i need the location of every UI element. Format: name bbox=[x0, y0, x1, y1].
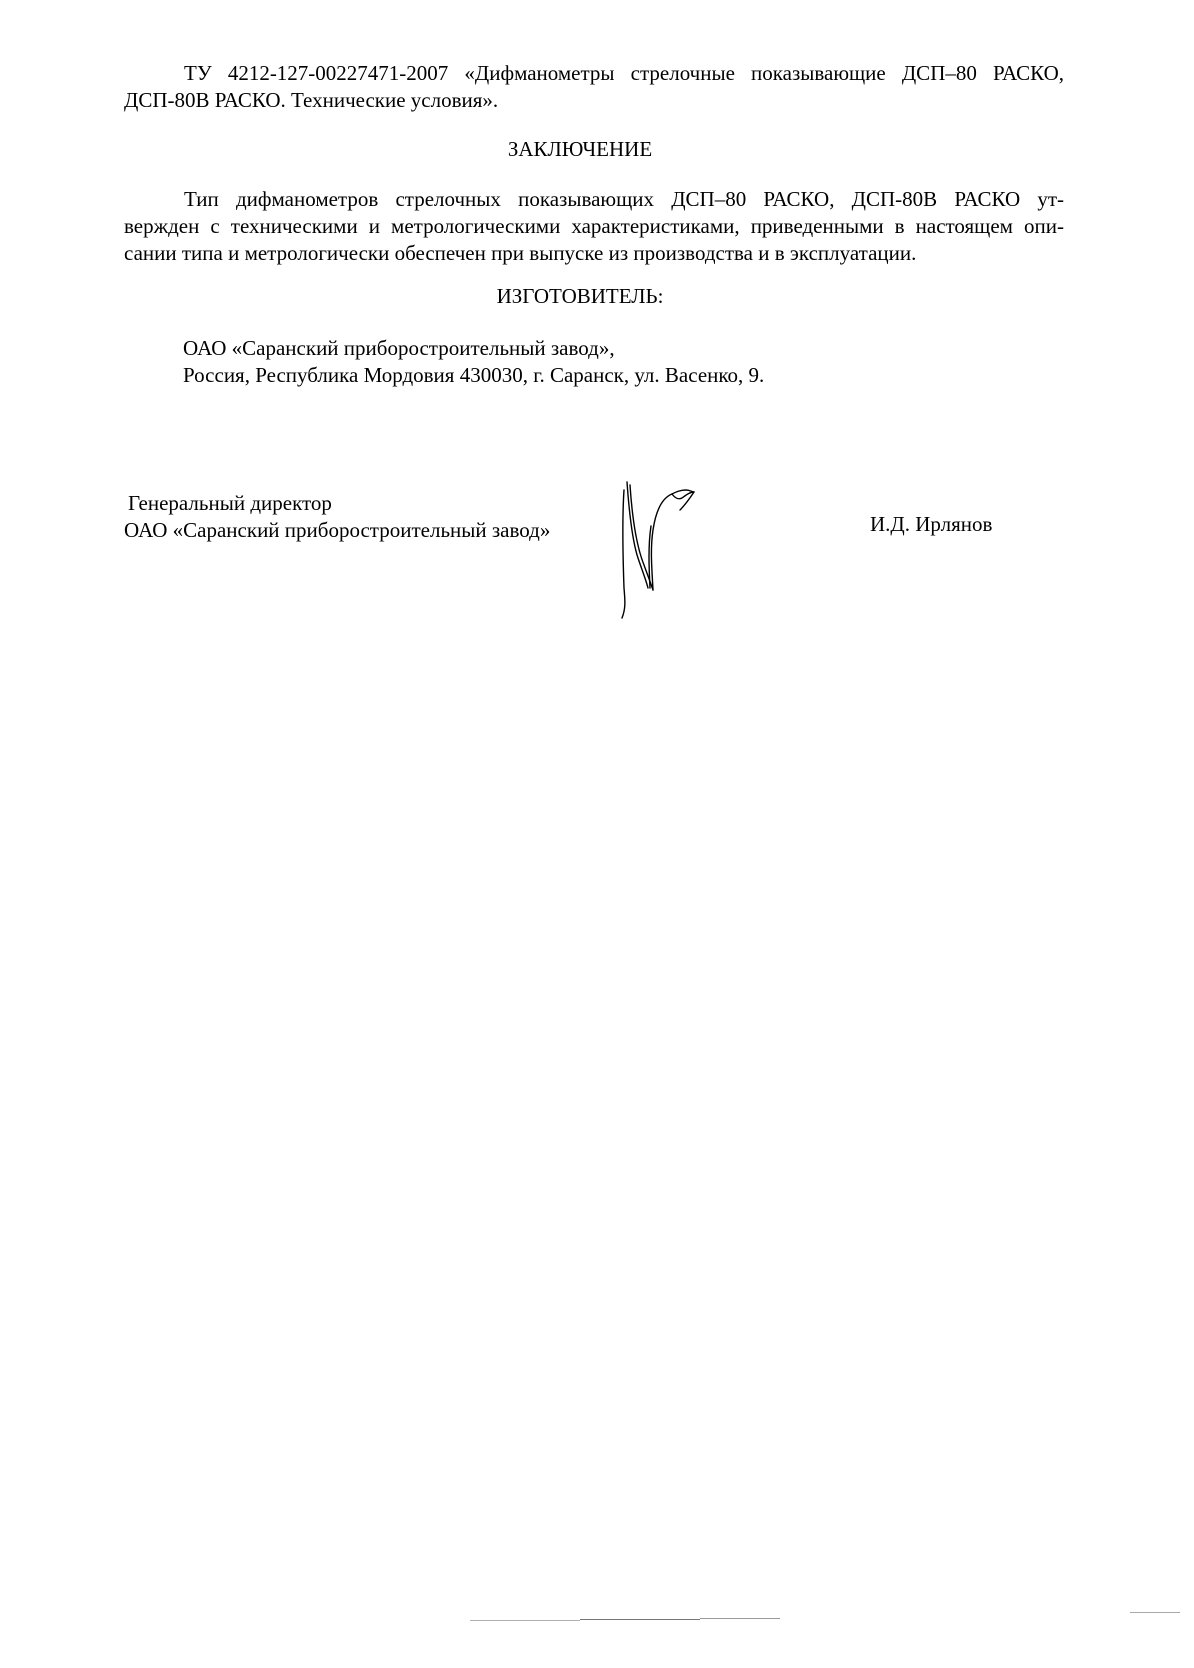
scan-artifact-line bbox=[580, 1619, 700, 1620]
conclusion-paragraph bbox=[124, 186, 1064, 267]
scan-artifact-line bbox=[700, 1618, 780, 1619]
manufacturer-name: ОАО «Саранский приборостроительный завод», bbox=[183, 336, 615, 360]
signatory-name: И.Д. Ирлянов bbox=[870, 512, 993, 536]
intro-line-1: ТУ 4212-127-00227471-2007 «Дифманометры стрелочные показывающие ДСП–80 РАСКО, bbox=[184, 61, 1064, 85]
signatory-organization: ОАО «Саранский приборостроительный завод» bbox=[124, 518, 551, 542]
signatory-title-block bbox=[124, 490, 604, 544]
manufacturer-heading: ИЗГОТОВИТЕЛЬ: bbox=[496, 284, 664, 308]
conclusion-line-3: сании типа и метрологически обеспечен при выпуске из производства и в эксплуатации. bbox=[124, 241, 917, 265]
conclusion-line-2: вержден с техническими и метрологическими характеристиками, приведенными в настоящем опи- bbox=[124, 214, 1064, 238]
intro-paragraph bbox=[124, 60, 1064, 114]
scan-artifact-line bbox=[1130, 1612, 1180, 1613]
manufacturer-address: Россия, Республика Мордовия 430030, г. Саранск, ул. Васенко, 9. bbox=[183, 363, 765, 387]
manufacturer-details bbox=[183, 335, 983, 389]
conclusion-line-1: Тип дифманометров стрелочных показывающих ДСП–80 РАСКО, ДСП-80В РАСКО ут- bbox=[184, 187, 1064, 211]
intro-line-2: ДСП-80В РАСКО. Технические условия». bbox=[124, 88, 499, 112]
handwritten-signature-icon bbox=[620, 480, 730, 630]
signatory-title: Генеральный директор bbox=[128, 491, 332, 515]
conclusion-heading: ЗАКЛЮЧЕНИЕ bbox=[507, 137, 653, 161]
scan-artifact-line bbox=[470, 1620, 580, 1621]
